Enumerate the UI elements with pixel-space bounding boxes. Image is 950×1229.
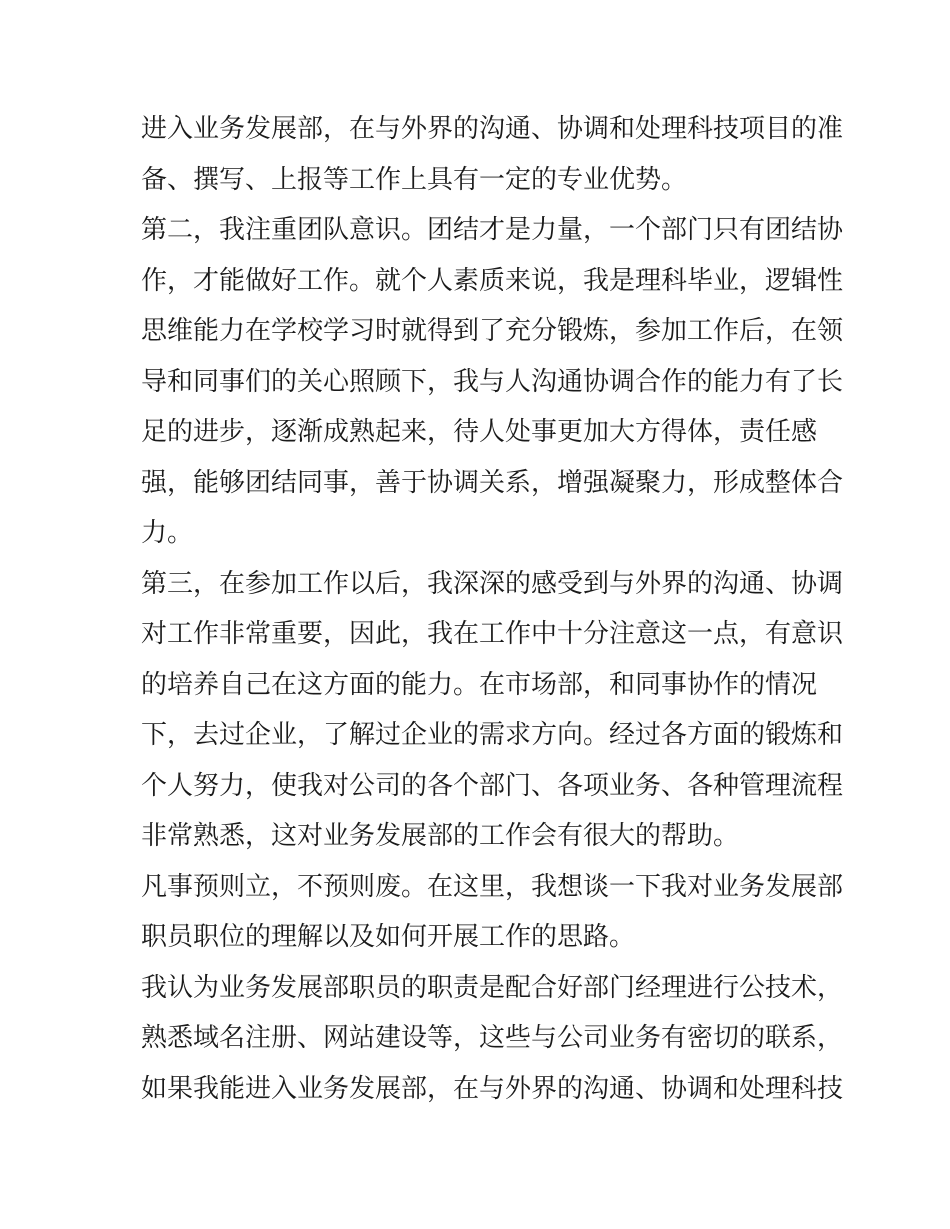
text-line: 非常熟悉，这对业务发展部的工作会有很大的帮助。 [141, 821, 740, 851]
text-line: 熟悉域名注册、网站建设等，这些与公司业务有密切的联系， [141, 1023, 844, 1053]
text-line: 作，才能做好工作。就个人素质来说，我是理科毕业，逻辑性 [141, 265, 844, 296]
text-line: 凡事预则立，不预则废。在这里，我想谈一下我对业务发展部 [141, 871, 844, 902]
text-line: 如果我能进入业务发展部，在与外界的沟通、协调和处理科技 [141, 1073, 844, 1104]
text-line: 我认为业务发展部职员的职责是配合好部门经理进行公技术， [141, 972, 844, 1003]
text-line: 力。 [141, 518, 194, 548]
text-line: 进入业务发展部，在与外界的沟通、协调和处理科技项目的准 [141, 114, 844, 144]
text-line: 对工作非常重要，因此，我在工作中十分注意这一点，有意识 [141, 619, 844, 649]
body-text [141, 104, 844, 1114]
text-line: 的培养自己在这方面的能力。在市场部，和同事协作的情况 [141, 669, 818, 700]
text-line: 导和同事们的关心照顾下，我与人沟通协调合作的能力有了长 [141, 366, 844, 397]
text-line: 职员职位的理解以及如何开展工作的思路。 [141, 922, 636, 952]
text-line: 足的进步，逐渐成熟起来，待人处事更加大方得体，责任感 [141, 417, 818, 447]
text-line: 备、撰写、上报等工作上具有一定的专业优势。 [141, 164, 688, 195]
text-line: 个人努力，使我对公司的各个部门、各项业务、各种管理流程 [141, 770, 844, 801]
text-line: 下，去过企业，了解过企业的需求方向。经过各方面的锻炼和 [141, 720, 844, 750]
text-line: 第二，我注重团队意识。团结才是力量，一个部门只有团结协 [141, 215, 844, 245]
text-line: 强，能够团结同事，善于协调关系，增强凝聚力，形成整体合 [141, 467, 844, 498]
text-line: 第三，在参加工作以后，我深深的感受到与外界的沟通、协调 [141, 568, 844, 599]
text-line: 思维能力在学校学习时就得到了充分锻炼，参加工作后，在领 [141, 316, 844, 346]
